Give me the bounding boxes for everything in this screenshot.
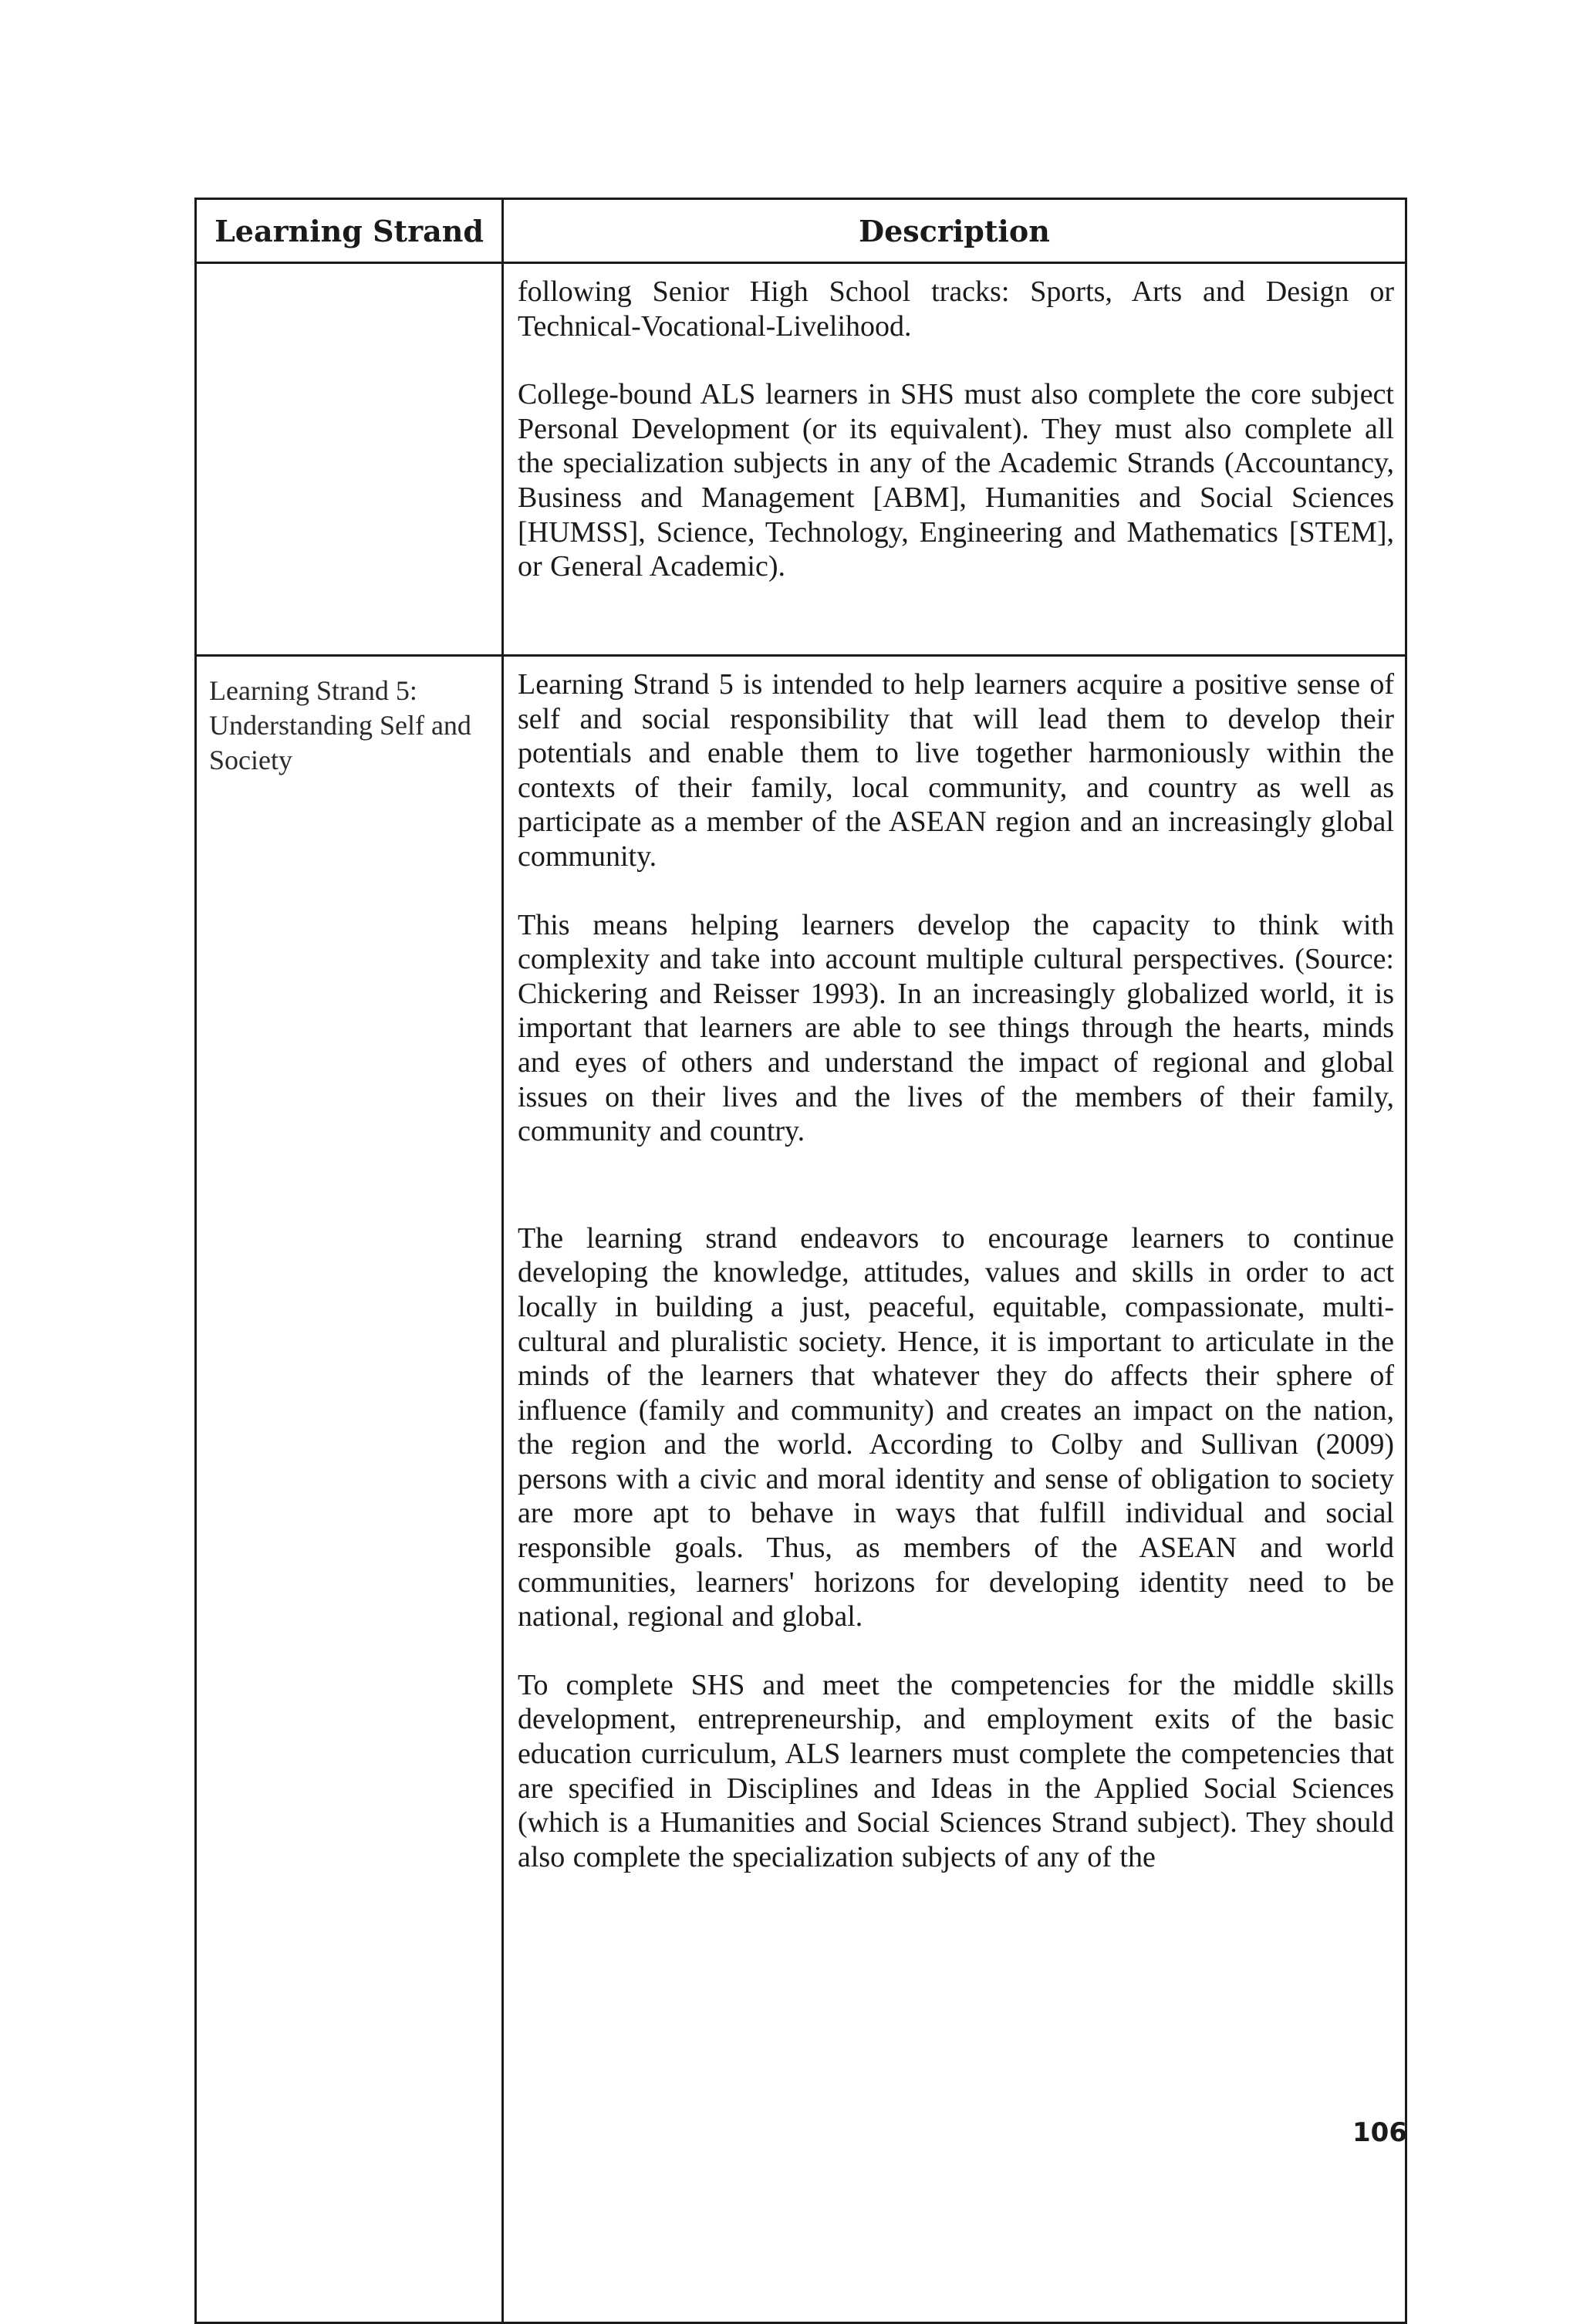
- table-header-row: [196, 199, 1406, 263]
- description-cell: [503, 263, 1406, 656]
- description-paragraph: following Senior High School tracks: Sports, Arts and Design or Technical-Vocational-Livelihood.: [518, 275, 1394, 343]
- learning-strand-table: [194, 198, 1407, 2324]
- description-cell: [503, 656, 1406, 2323]
- page-number: 106: [1352, 2117, 1407, 2148]
- description-paragraph: Learning Strand 5 is intended to help learners acquire a positive sense of self and social responsibility that will lead them to develop their potentials and enable them to live together harmoniously within the contexts of their family, local community, and country as well as participate as a member of the ASEAN region and an increasingly global community.: [518, 668, 1394, 873]
- table-row: [196, 263, 1406, 656]
- description-paragraph: The learning strand endeavors to encourage learners to continue developing the knowledge, attitudes, values and skills in order to act locally in building a just, peaceful, equitable, compassionate, multi-cultural and pluralistic society. Hence, it is important to articulate in the minds of the learners that whatever they do affects their sphere of influence (family and community) and creates an impact on the nation, the region and the world. According to Colby and Sullivan (2009) persons with a civic and moral identity and sense of obligation to society are more apt to behave in ways that fulfill individual and social responsible goals. Thus, as members of the ASEAN and world communities, learners' horizons for developing identity need to be national, regional and global.: [518, 1221, 1394, 1633]
- description-paragraph: To complete SHS and meet the competencies for the middle skills development, entrepreneurship, and employment exits of the basic education curriculum, ALS learners must complete the competencies that are specified in Disciplines and Ideas in the Applied Social Sciences (which is a Humanities and Social Sciences Strand subject). They should also complete the specialization subjects of any of the: [518, 1668, 1394, 1873]
- table-row: [196, 656, 1406, 2323]
- strand-cell: [196, 263, 503, 656]
- header-learning-strand: Learning Strand: [196, 199, 503, 263]
- header-description: Description: [503, 199, 1406, 263]
- description-paragraph: College-bound ALS learners in SHS must also complete the core subject Personal Development (or its equivalent). They must also complete all the specialization subjects in any of the Academic Strands (Accountancy, Business and Management [ABM], Humanities and Social Sciences [HUMSS], Science, Technology, Engineering and Mathematics [STEM], or General Academic).: [518, 378, 1394, 583]
- strand-cell: Learning Strand 5: Understanding Self and Society: [196, 656, 503, 2323]
- description-paragraph: This means helping learners develop the capacity to think with complexity and take into account multiple cultural perspectives. (Source: Chickering and Reisser 1993). In an increasingly globalized world, it is important that learners are able to see things through the hearts, minds and eyes of others and understand the impact of regional and global issues on their lives and the lives of the members of their family, community and country.: [518, 908, 1394, 1148]
